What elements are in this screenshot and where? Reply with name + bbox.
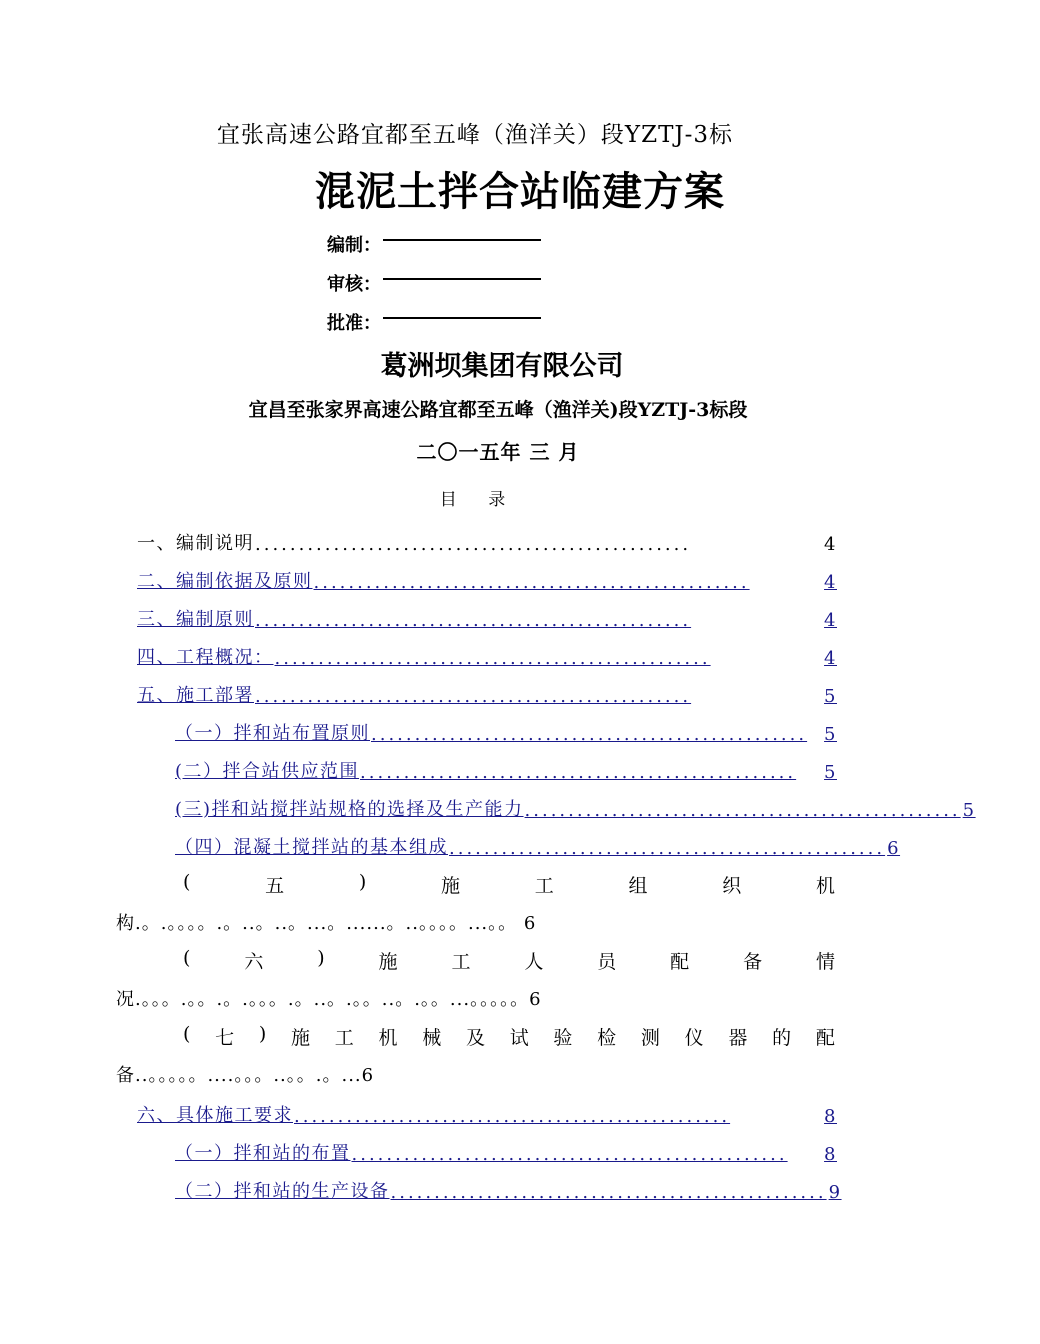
toc-entry-justified [183, 1023, 835, 1051]
toc-page-number: 5 [824, 724, 837, 745]
toc-char: 检 [597, 1027, 617, 1049]
toc-entry-link[interactable] [175, 1137, 837, 1165]
toc-char: 备 [743, 951, 763, 973]
toc-leader-dots: .................................................. [371, 724, 808, 745]
toc-leader-dots: .................................................. [390, 1182, 827, 1203]
toc-char: 验 [553, 1027, 573, 1049]
toc-entry-text: （一）拌和站的布置 [175, 1143, 351, 1164]
toc-char: 施 [378, 951, 398, 973]
toc-entry-text: 六、具体施工要求 [137, 1105, 293, 1126]
toc-entry-continuation: 况.。。。.。。.。.。。。.。..。.。。..。.。。...。。。。。6 [116, 989, 542, 1010]
toc-leader-dots: .................................................. [313, 572, 750, 593]
signature-label: 编制： [327, 235, 381, 256]
toc-char: 测 [640, 1027, 660, 1049]
toc-leader-dots: .................................................. [351, 1144, 788, 1165]
toc-entry-link[interactable] [137, 641, 837, 669]
toc-char: 情 [815, 951, 835, 973]
signature-row-approve [327, 309, 541, 335]
toc-char: ( [183, 947, 191, 969]
toc-entry-continuation: 备..。。。。。....。。。..。。.。...6 [116, 1065, 375, 1086]
toc-page-number: 8 [824, 1144, 837, 1165]
toc-page-number: 5 [824, 686, 837, 707]
toc-entry-text: 四、工程概况： [137, 647, 274, 668]
toc-char: 工 [451, 951, 471, 973]
toc-char: 六 [244, 951, 264, 973]
company-name: 葛洲坝集团有限公司 [380, 351, 624, 382]
toc-entry-text: 五、施工部署 [137, 685, 254, 706]
toc-page-number: 6 [887, 838, 901, 859]
toc-heading: 目 录 [439, 490, 506, 510]
toc-char: 工 [534, 875, 554, 897]
toc-leader-dots: .................................................. [255, 686, 692, 707]
toc-page-number: 4 [824, 610, 837, 631]
toc-entry-text: （二）拌和站的生产设备 [175, 1181, 390, 1202]
toc-char: 员 [597, 951, 617, 973]
toc-entry-text: （四）混凝土搅拌站的基本组成 [175, 837, 448, 858]
toc-leader-dots: .................................................. [255, 610, 692, 631]
toc-entry-justified [183, 947, 835, 975]
signature-line [383, 278, 541, 280]
toc-page-number: 4 [824, 648, 837, 669]
signature-line [383, 239, 541, 241]
toc-entry-link[interactable] [175, 755, 837, 783]
toc-entry-link[interactable] [137, 565, 837, 593]
toc-char: 械 [422, 1027, 442, 1049]
toc-char: 的 [772, 1027, 792, 1049]
toc-char: 仪 [684, 1027, 704, 1049]
toc-leader-dots: .................................................. [449, 838, 886, 859]
toc-char: 七 [215, 1027, 235, 1049]
toc-char: 人 [524, 951, 544, 973]
toc-char: 工 [334, 1027, 354, 1049]
toc-page-number: 4 [824, 572, 837, 593]
toc-entry-link[interactable] [137, 603, 837, 631]
toc-char: 织 [722, 875, 742, 897]
toc-char: 试 [509, 1027, 529, 1049]
toc-char: 配 [670, 951, 690, 973]
toc-entry-text: 三、编制原则 [137, 609, 254, 630]
project-subtitle: 宜张高速公路宜都至五峰（渔洋关）段YZTJ-3标 [216, 122, 734, 148]
toc-page-number: 8 [824, 1106, 837, 1127]
toc-char: ) [258, 1023, 267, 1045]
toc-entry-link[interactable] [175, 717, 837, 745]
section-name: 宜昌至张家界高速公路宜都至五峰（渔洋关)段YZTJ-3标段 [248, 399, 748, 421]
toc-entry-text: 二、编制依据及原则 [137, 571, 313, 592]
toc-char: 施 [291, 1027, 311, 1049]
toc-leader-dots: .................................................. [524, 800, 961, 821]
toc-char: 器 [728, 1027, 748, 1049]
toc-char: 施 [441, 875, 461, 897]
toc-entry-text: (三)拌和站搅拌站规格的选择及生产能力 [175, 799, 524, 820]
toc-char: ( [183, 871, 191, 893]
toc-char: ( [183, 1023, 191, 1045]
toc-char: 机 [378, 1027, 398, 1049]
toc-page-number: 4 [824, 534, 837, 555]
signature-row-compile [327, 231, 541, 257]
toc-char: 及 [465, 1027, 485, 1049]
toc-page-number: 5 [962, 800, 976, 821]
toc-entry-link[interactable] [137, 679, 837, 707]
toc-char: 配 [815, 1027, 835, 1049]
signature-label: 审核： [327, 274, 381, 295]
toc-entry-justified [183, 871, 835, 899]
signature-label: 批准： [327, 313, 381, 334]
signature-line [383, 317, 541, 319]
toc-page-number: 9 [828, 1182, 842, 1203]
toc-leader-dots: .................................................. [255, 534, 692, 555]
toc-entry-text: (二）拌合站供应范围 [175, 761, 360, 782]
toc-entry-link[interactable] [175, 793, 976, 821]
toc-leader-dots: .................................................. [274, 648, 711, 669]
document-date: 二〇一五年 三 月 [416, 440, 580, 464]
toc-leader-dots: .................................................. [294, 1106, 731, 1127]
toc-entry-continuation: 构.。.。。。。.。..。..。...。......。..。。。。...。。 6 [116, 913, 537, 934]
signature-row-review [327, 270, 541, 296]
document-title: 混泥土拌合站临建方案 [315, 168, 725, 215]
toc-entry-link[interactable] [175, 1175, 842, 1203]
toc-entry-link[interactable] [137, 1099, 837, 1127]
toc-entry-text: 一、编制说明 [137, 533, 254, 554]
toc-entry [137, 527, 837, 555]
toc-char: 组 [628, 875, 648, 897]
toc-leader-dots: .................................................. [360, 762, 797, 783]
toc-page-number: 5 [824, 762, 837, 783]
toc-entry-text: （一）拌和站布置原则 [175, 723, 370, 744]
toc-entry-link[interactable] [175, 831, 901, 859]
toc-char: ) [358, 871, 367, 893]
toc-char: 五 [265, 875, 285, 897]
toc-char: 机 [815, 875, 835, 897]
toc-char: ) [317, 947, 325, 969]
